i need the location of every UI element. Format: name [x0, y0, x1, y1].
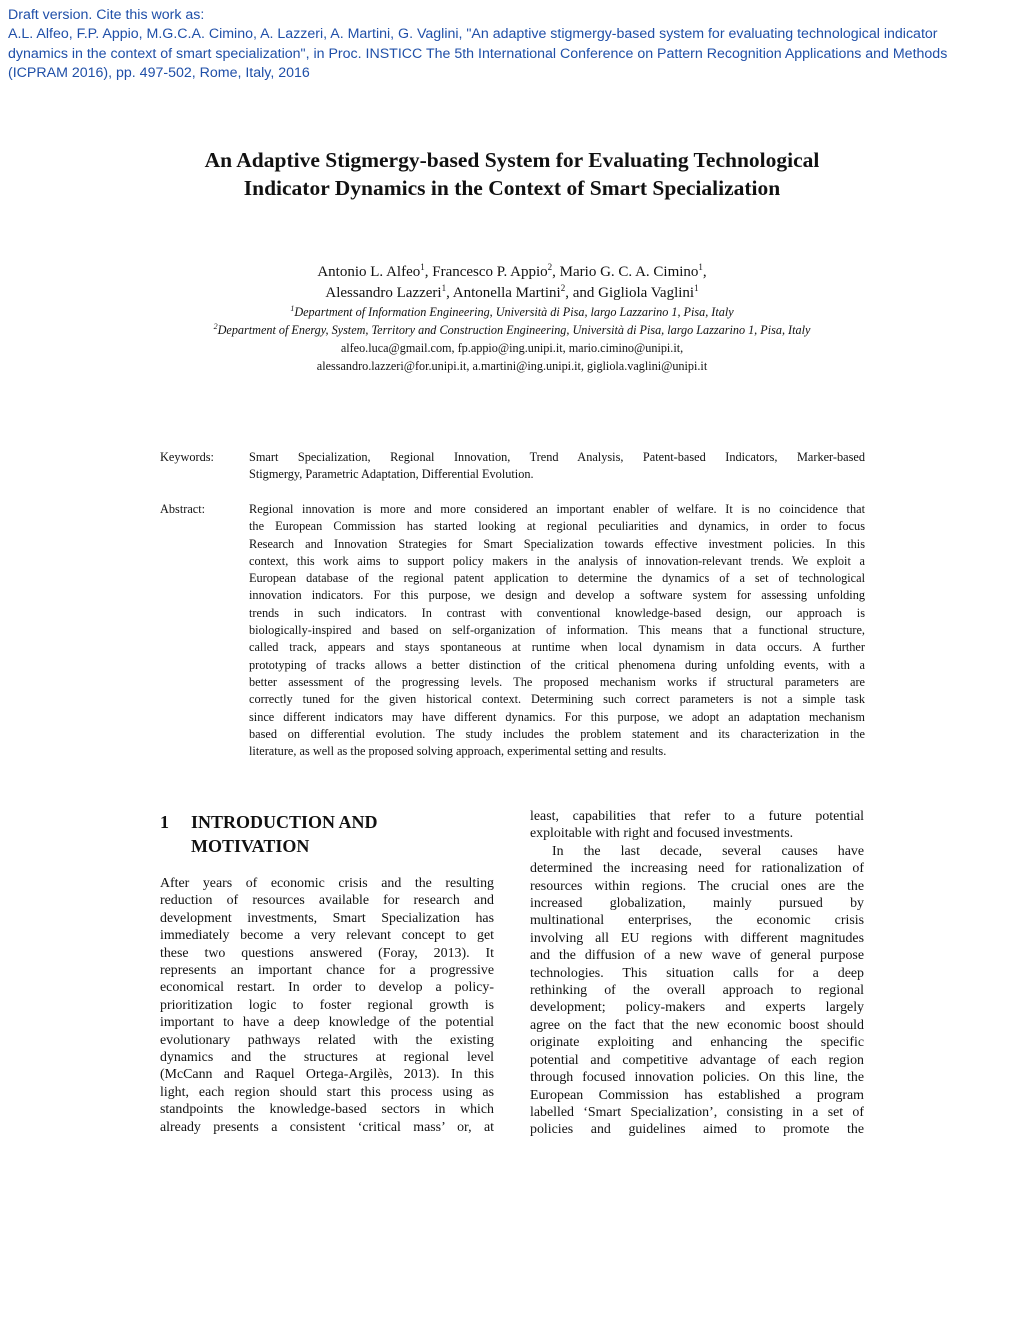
- abstract-line: literature, as well as the proposed solving approach, experimental setting and results.: [249, 744, 667, 759]
- abstract-line: biologically-inspired and based on self-organization of information. This means that a functional structure,: [249, 623, 865, 638]
- author-affil-mark: 1: [441, 283, 447, 293]
- author-name: Alessandro Lazzeri: [325, 285, 442, 301]
- affiliation-text: Department of Information Engineering, Università di Pisa, largo Lazzarino 1, Pisa, Italy: [294, 305, 734, 319]
- body-line: determined the increasing need for rationalization of: [530, 861, 864, 877]
- body-line: light, each region should start this process using as: [160, 1084, 494, 1100]
- body-line: potential and competitive advantage of each region: [530, 1052, 864, 1068]
- section-number: 1: [160, 812, 169, 832]
- abstract-label: Abstract:: [160, 502, 206, 516]
- body-line: immediately become a very relevant concept to get: [160, 928, 494, 944]
- affiliation-line: [40, 303, 984, 321]
- body-line: evolutionary pathways related with the existing: [160, 1032, 494, 1048]
- body-column-left: [160, 875, 494, 1136]
- body-line: these two questions answered (Foray, 2013). It: [160, 945, 494, 961]
- body-line: through focused innovation policies. On this line, the: [530, 1070, 864, 1086]
- keywords-line: Smart Specialization, Regional Innovation, Trend Analysis, Patent-based Indicators, Marker-based: [249, 450, 865, 464]
- author-affil-mark: 1: [694, 283, 699, 293]
- section-title: [191, 810, 378, 858]
- affiliation-line: [40, 321, 984, 339]
- author-separator: ,: [552, 264, 560, 280]
- keywords-text: [249, 449, 865, 484]
- body-line: policies and guidelines aimed to promote the: [530, 1122, 864, 1138]
- abstract-line: better assessment of the progressing levels. The proposed mechanism works if structural parameters are: [249, 674, 865, 689]
- draft-line: A.L. Alfeo, F.P. Appio, M.G.C.A. Cimino, A. Lazzeri, A. Martini, G. Vaglini, "An adaptive stigmergy-based system for evaluating technological indicator: [8, 26, 938, 43]
- draft-line: (ICPRAM 2016), pp. 497-502, Rome, Italy, 2016: [8, 64, 310, 81]
- author-emails: [60, 340, 964, 375]
- body-line: already presents a consistent ‘critical mass’ or, at: [160, 1119, 494, 1135]
- body-line: resources within regions. The crucial ones are the: [530, 878, 864, 894]
- section-title-line: MOTIVATION: [191, 836, 310, 856]
- abstract-line: prototyping of tracks allows a better distinction of the critical phenomena during unfolding events, with a: [249, 657, 865, 672]
- body-line: and the diffusion of a new wave of general purpose: [530, 948, 864, 964]
- body-line: exploitable with right and focused investments.: [530, 826, 794, 842]
- body-line: technologies. This situation calls for a deep: [530, 965, 864, 981]
- author-name: Gigliola Vaglini: [598, 285, 695, 301]
- author-affil-mark: 1: [420, 262, 425, 272]
- body-line: development; policy-makers and experts largely: [530, 1000, 864, 1016]
- body-line: originate exploiting and enhancing the specific: [530, 1035, 864, 1051]
- author-name: Mario G. C. A. Cimino: [559, 264, 699, 280]
- affiliation-mark: 2: [213, 322, 218, 331]
- body-line: reduction of resources available for research and: [160, 893, 494, 909]
- author-separator: , and: [565, 285, 599, 301]
- body-line: involving all EU regions with different magnitudes: [530, 930, 864, 946]
- body-line: labelled ‘Smart Specialization’, consisting in a set of: [530, 1104, 864, 1120]
- author-line: [60, 262, 964, 283]
- body-line: rethinking of the overall approach to regional: [530, 983, 864, 999]
- body-line: After years of economic crisis and the resulting: [160, 876, 494, 891]
- draft-line: Draft version. Cite this work as:: [8, 7, 205, 23]
- body-line: dynamics and the structures at regional level: [160, 1050, 494, 1066]
- body-line: multinational enterprises, the economic crisis: [530, 913, 864, 929]
- draft-line: dynamics in the context of smart specialization", in Proc. INSTICC The 5th International Conference on Pattern Recognition Applications and Methods: [8, 45, 948, 62]
- body-line: In the last decade, several causes have: [552, 843, 864, 859]
- body-line: European Commission has established a program: [530, 1087, 864, 1103]
- body-line: increased globalization, mainly pursued by: [530, 896, 864, 912]
- abstract-line: Research and Innovation Strategies for Smart Specialization towards effective investment policies. In this: [249, 536, 865, 551]
- body-line: development investments, Smart Specialization has: [160, 910, 494, 926]
- abstract-line: context, this work aims to support policy makers in the analysis of innovation-relevant trends. We exploit a: [249, 553, 865, 568]
- affiliation-text: Department of Energy, System, Territory and Construction Engineering, Università di Pisa, largo Lazzarino 1, Pisa, Italy: [217, 323, 811, 337]
- abstract-line: since different indicators may have different dynamics. For this purpose, we adopt an adaptation mechanism: [249, 709, 865, 724]
- section-title-line: INTRODUCTION AND: [191, 812, 378, 832]
- body-line: represents an important chance for a progressive: [160, 963, 494, 979]
- body-column-right: [530, 808, 864, 1139]
- author-separator: ,: [702, 264, 707, 280]
- abstract-line: the European Commission has started looking at regional peculiarities and dynamics, in order to focus: [249, 519, 865, 534]
- body-line: (McCann and Raquel Ortega-Argilès, 2013). In this: [160, 1067, 494, 1083]
- author-list: [60, 262, 964, 304]
- abstract-line: correctly tuned for the given historical context. Determining such correct parameters is not a simple task: [249, 692, 865, 707]
- author-name: Antonella Martini: [452, 285, 561, 301]
- author-separator: ,: [424, 264, 433, 280]
- body-line: important to have a deep knowledge of the potential: [160, 1015, 494, 1031]
- abstract-text: [249, 501, 865, 760]
- body-line: prioritization logic to foster regional growth is: [160, 997, 494, 1013]
- title-line: An Adaptive Stigmergy-based System for Evaluating Technological: [204, 148, 820, 172]
- abstract-line: trends in such indicators. In contrast with conventional knowledge-based design, our approach is: [249, 605, 865, 620]
- affiliation-mark: 1: [290, 304, 295, 313]
- author-line: [60, 283, 964, 304]
- abstract-line: Regional innovation is more and more considered an important enabler of welfare. It is no coincidence that: [249, 502, 865, 516]
- body-line: standpoints the knowledge-based sectors in which: [160, 1102, 494, 1118]
- author-affil-mark: 1: [698, 262, 703, 272]
- abstract-line: innovation indicators. For this purpose, we design and develop a software system for assessing unfolding: [249, 588, 865, 603]
- author-name: Antonio L. Alfeo: [317, 264, 421, 280]
- body-line: economical restart. In order to develop a policy-: [160, 980, 494, 996]
- body-line: least, capabilities that refer to a future potential: [530, 809, 864, 824]
- email-line: alessandro.lazzeri@for.unipi.it, a.martini@ing.unipi.it, gigliola.vaglini@unipi.it: [316, 358, 708, 373]
- author-affil-mark: 2: [547, 262, 553, 272]
- keywords-line: Stigmergy, Parametric Adaptation, Differential Evolution.: [249, 467, 534, 482]
- abstract-line: based on differential evolution. The study includes the problem statement and its characterization in the: [249, 726, 865, 741]
- email-line: alfeo.luca@gmail.com, fp.appio@ing.unipi.it, mario.cimino@unipi.it,: [340, 341, 684, 355]
- keywords-label: Keywords:: [160, 450, 214, 464]
- title-line: Indicator Dynamics in the Context of Smart Specialization: [243, 176, 781, 200]
- affiliations: [40, 303, 984, 339]
- author-name: Francesco P. Appio: [432, 264, 548, 280]
- abstract-line: European database of the regional patent application to determine the dynamics of a set of technological: [249, 571, 865, 586]
- abstract-line: called track, appears and stays spontaneous at runtime when local dynamism in data occurs. A further: [249, 640, 865, 655]
- draft-citation-header: [8, 6, 1018, 83]
- paper-title: [60, 146, 964, 202]
- author-separator: ,: [446, 285, 453, 301]
- body-line: agree on the fact that the new economic boost should: [530, 1017, 864, 1033]
- author-affil-mark: 2: [560, 283, 566, 293]
